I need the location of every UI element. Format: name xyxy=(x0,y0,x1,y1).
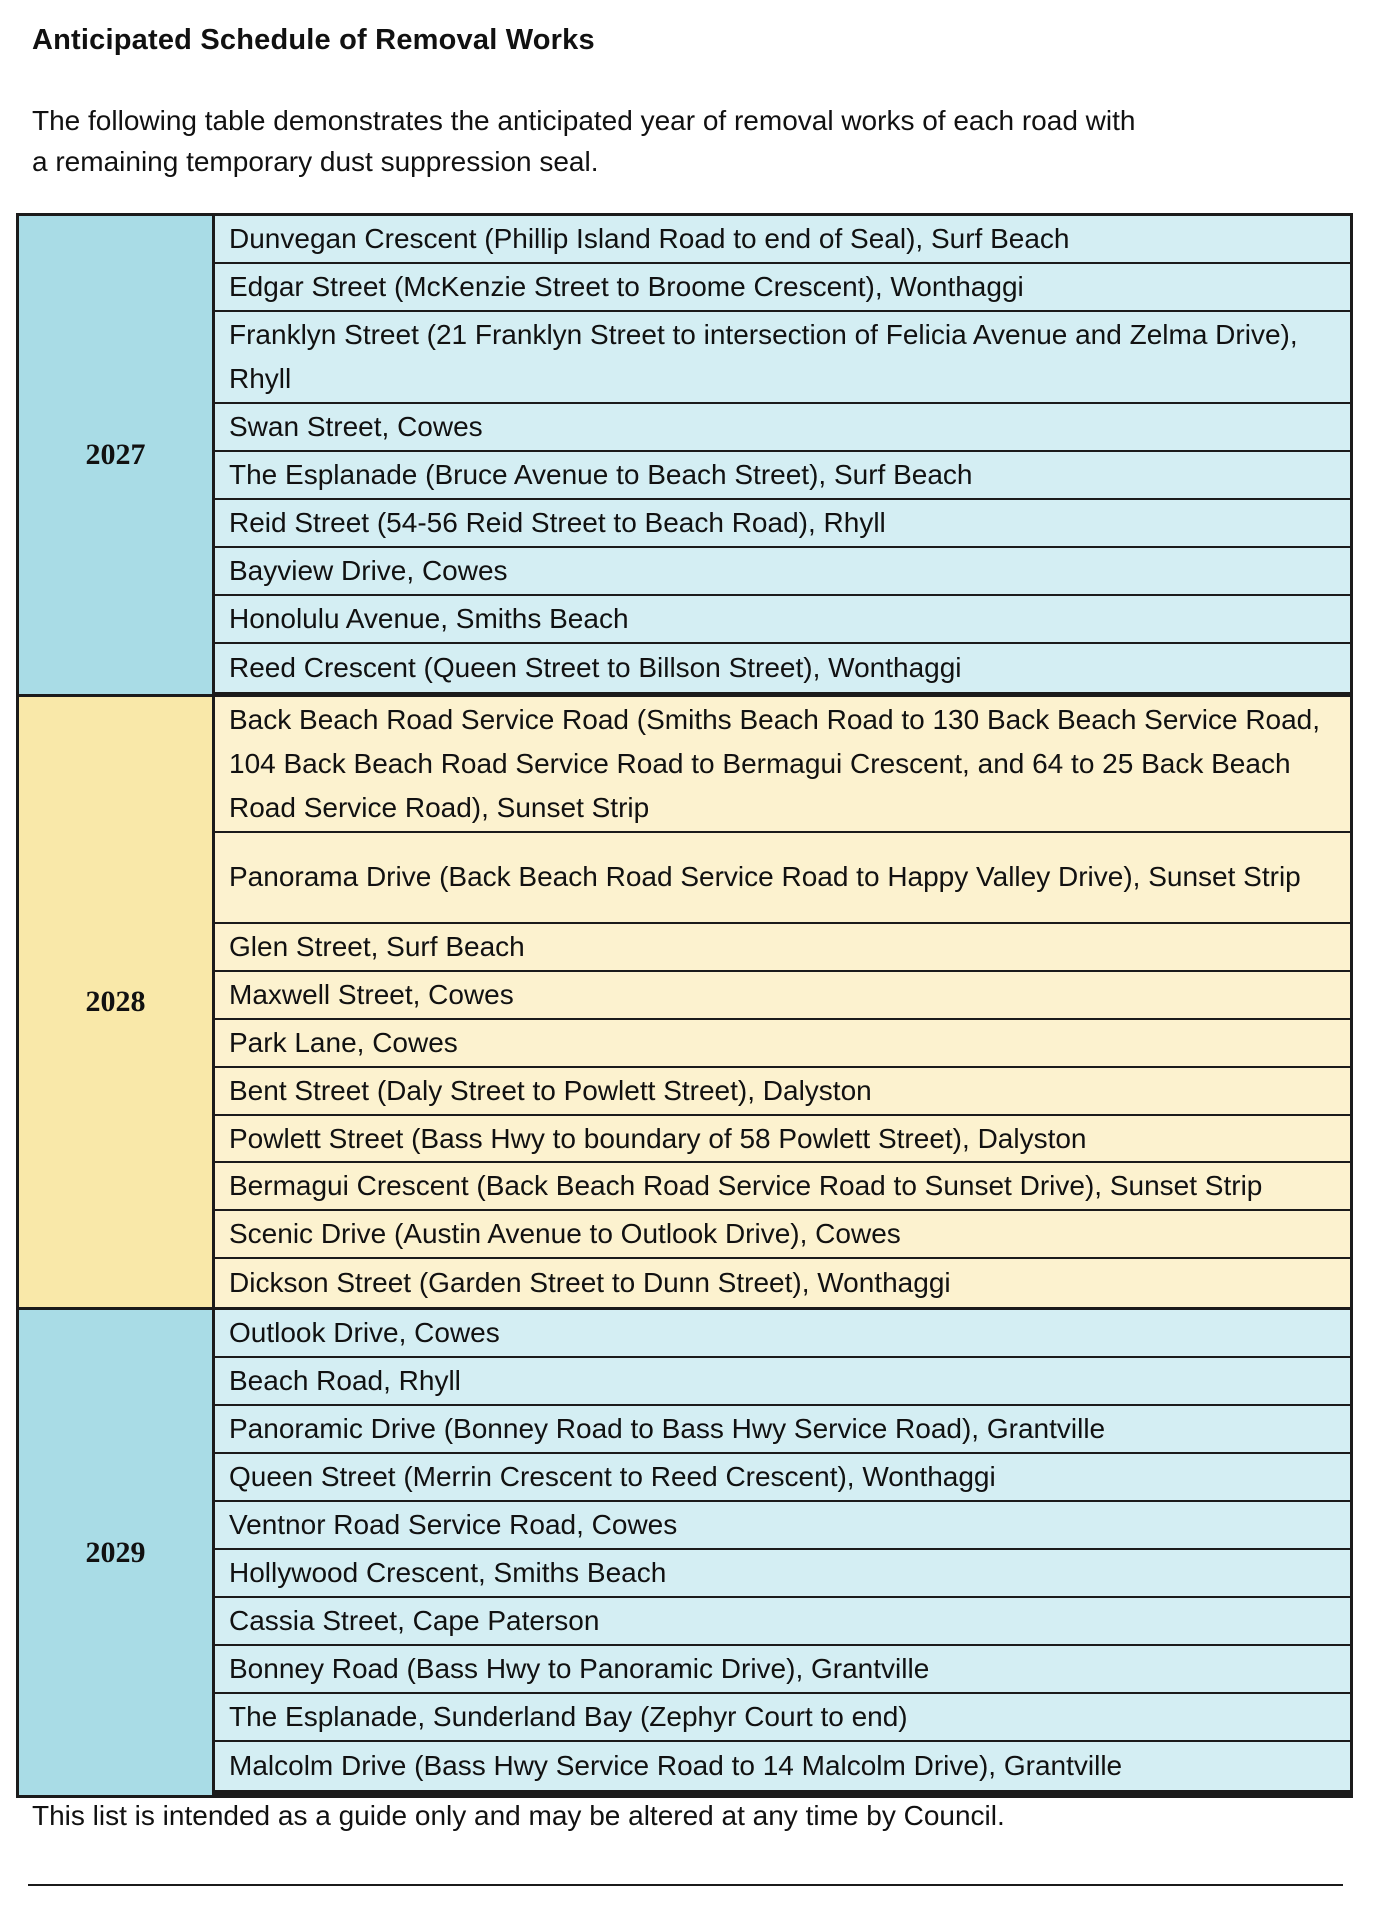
road-row: Beach Road, Rhyll xyxy=(215,1358,1350,1406)
road-row: Panoramic Drive (Bonney Road to Bass Hwy Service Road), Grantville xyxy=(215,1406,1350,1454)
road-list xyxy=(215,1310,1350,1795)
road-row: Park Lane, Cowes xyxy=(215,1020,1350,1068)
year-group-2029 xyxy=(19,1310,1350,1795)
bottom-divider xyxy=(28,1884,1343,1886)
road-list xyxy=(215,697,1350,1307)
year-cell: 2029 xyxy=(19,1310,215,1795)
road-row: Dickson Street (Garden Street to Dunn Street), Wonthaggi xyxy=(215,1259,1350,1307)
road-row: Dunvegan Crescent (Phillip Island Road to end of Seal), Surf Beach xyxy=(215,216,1350,264)
road-row: Back Beach Road Service Road (Smiths Beach Road to 130 Back Beach Service Road, 104 Back Beach Road Service Road to Bermagui Crescent, and 64 to 25 Back Beach Road Service Road), Sunset Strip xyxy=(215,697,1350,833)
road-row: Queen Street (Merrin Crescent to Reed Crescent), Wonthaggi xyxy=(215,1454,1350,1502)
road-row: Bonney Road (Bass Hwy to Panoramic Drive), Grantville xyxy=(215,1646,1350,1694)
removal-schedule-table xyxy=(16,213,1353,1798)
page-title: Anticipated Schedule of Removal Works xyxy=(32,24,595,56)
road-row: Malcolm Drive (Bass Hwy Service Road to 14 Malcolm Drive), Grantville xyxy=(215,1742,1350,1790)
road-row: Powlett Street (Bass Hwy to boundary of 58 Powlett Street), Dalyston xyxy=(215,1116,1350,1164)
road-row: Hollywood Crescent, Smiths Beach xyxy=(215,1550,1350,1598)
road-row: Maxwell Street, Cowes xyxy=(215,972,1350,1020)
road-row: Scenic Drive (Austin Avenue to Outlook Drive), Cowes xyxy=(215,1211,1350,1259)
road-row: Bayview Drive, Cowes xyxy=(215,548,1350,596)
road-row: Outlook Drive, Cowes xyxy=(215,1310,1350,1358)
road-row: Glen Street, Surf Beach xyxy=(215,924,1350,972)
road-row: The Esplanade, Sunderland Bay (Zephyr Court to end) xyxy=(215,1694,1350,1742)
road-row: Reid Street (54-56 Reid Street to Beach Road), Rhyll xyxy=(215,500,1350,548)
year-group-2027 xyxy=(19,216,1350,697)
road-row: Honolulu Avenue, Smiths Beach xyxy=(215,596,1350,644)
year-group-2028 xyxy=(19,697,1350,1310)
intro-paragraph xyxy=(32,100,1292,182)
road-row: The Esplanade (Bruce Avenue to Beach Street), Surf Beach xyxy=(215,452,1350,500)
road-list xyxy=(215,216,1350,694)
road-row: Edgar Street (McKenzie Street to Broome Crescent), Wonthaggi xyxy=(215,264,1350,312)
intro-line-2: a remaining temporary dust suppression seal. xyxy=(32,146,599,177)
road-row: Panorama Drive (Back Beach Road Service Road to Happy Valley Drive), Sunset Strip xyxy=(215,833,1350,925)
disclaimer-note: This list is intended as a guide only and may be altered at any time by Council. xyxy=(32,1800,1005,1831)
road-row: Swan Street, Cowes xyxy=(215,404,1350,452)
road-row: Franklyn Street (21 Franklyn Street to intersection of Felicia Avenue and Zelma Drive), Rhyll xyxy=(215,312,1350,404)
intro-line-1: The following table demonstrates the anticipated year of removal works of each road with xyxy=(32,105,1136,136)
road-row: Reed Crescent (Queen Street to Billson Street), Wonthaggi xyxy=(215,644,1350,692)
year-cell: 2027 xyxy=(19,216,215,694)
road-row: Bermagui Crescent (Back Beach Road Service Road to Sunset Drive), Sunset Strip xyxy=(215,1163,1350,1211)
road-row: Ventnor Road Service Road, Cowes xyxy=(215,1502,1350,1550)
year-cell: 2028 xyxy=(19,697,215,1307)
road-row: Cassia Street, Cape Paterson xyxy=(215,1598,1350,1646)
road-row: Bent Street (Daly Street to Powlett Street), Dalyston xyxy=(215,1068,1350,1116)
